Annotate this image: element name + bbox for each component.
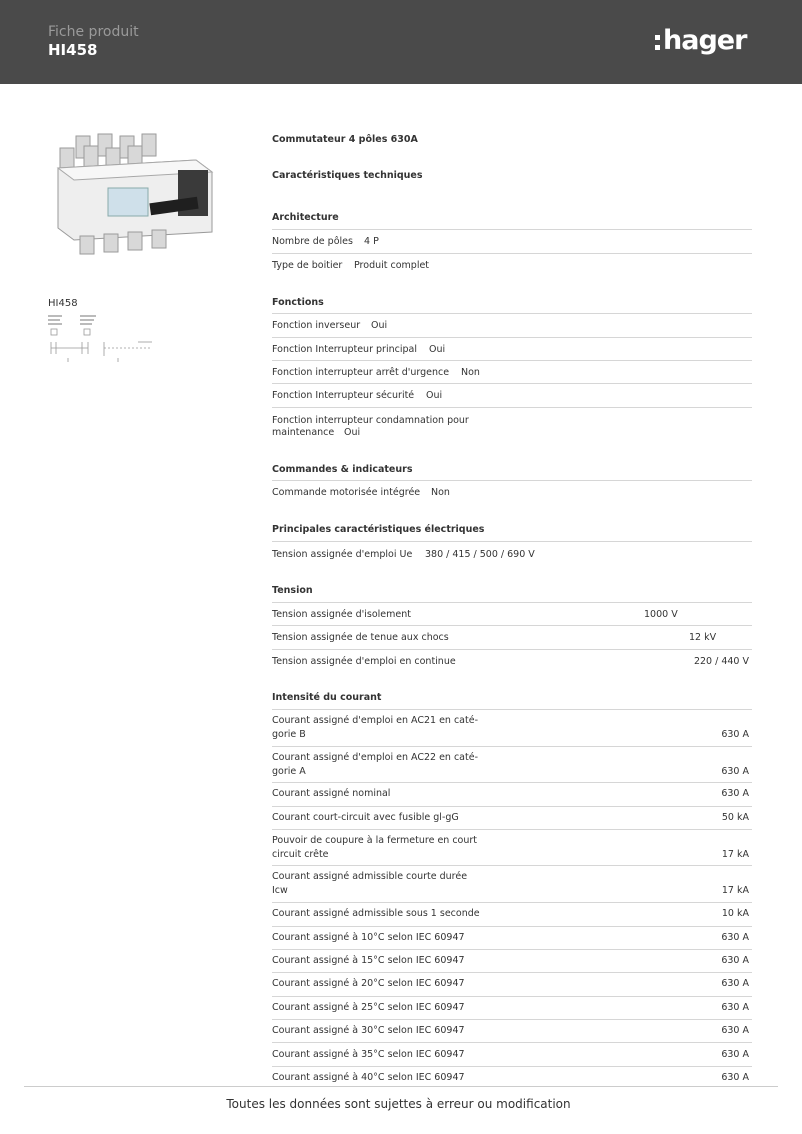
logo-wordmark: hager — [663, 24, 747, 56]
table-row — [272, 383, 752, 407]
row-value: 630 A — [721, 978, 749, 989]
hager-logo — [655, 22, 746, 58]
row-label: Courant assigné à 20°C selon IEC 60947 — [272, 978, 465, 989]
row-label: Tension assignée d'emploi Ue — [272, 549, 413, 560]
row-value: 630 A — [721, 766, 749, 777]
section-heading-commandes: Commandes & indicateurs — [272, 464, 413, 475]
row-label: Commande motorisée intégrée — [272, 487, 421, 498]
table-row — [272, 865, 752, 902]
row-label: Courant assigné à 10°C selon IEC 60947 — [272, 932, 465, 943]
row-value: 1000 V — [644, 609, 678, 620]
table-row — [272, 337, 752, 361]
row-value: Non — [461, 367, 480, 378]
row-value: 50 kA — [721, 812, 749, 823]
row-value: Non — [431, 487, 450, 498]
row-label: Courant assigné à 40°C selon IEC 60947 — [272, 1072, 465, 1083]
row-label-continued: maintenance — [272, 427, 335, 438]
row-label-continued: gorie A — [272, 766, 306, 777]
row-label: Tension assignée d'isolement — [272, 609, 411, 620]
table-row — [272, 709, 752, 746]
row-value: 630 A — [721, 1002, 749, 1013]
row-value: Oui — [429, 344, 446, 355]
row-label: Fonction interrupteur condamnation pour — [272, 415, 469, 426]
row-label: Courant assigné à 35°C selon IEC 60947 — [272, 1049, 465, 1060]
section-heading-courant: Intensité du courant — [272, 692, 382, 703]
logo-dots-icon — [655, 35, 660, 50]
row-label-continued: circuit crête — [272, 849, 329, 860]
row-value: 17 kA — [721, 849, 749, 860]
row-value: Produit complet — [354, 260, 430, 271]
row-label: Courant assigné admissible courte durée — [272, 871, 468, 882]
page-header — [0, 0, 802, 84]
row-label: Courant assigné admissible sous 1 seconde — [272, 908, 480, 919]
table-row — [272, 782, 752, 806]
table-row — [272, 926, 752, 949]
row-label: Fonction interrupteur arrêt d'urgence — [272, 367, 450, 378]
table-row — [272, 972, 752, 996]
header-product-code: HI458 — [48, 41, 98, 59]
footer-disclaimer: Toutes les données sont sujettes à erreur ou modification — [226, 1097, 571, 1111]
section-heading-electriques: Principales caractéristiques électriques — [272, 524, 485, 535]
table-row — [272, 407, 752, 443]
specs-subtitle: Caractéristiques techniques — [272, 170, 423, 181]
image-caption: HI458 — [48, 298, 78, 309]
row-label: Nombre de pôles — [272, 236, 353, 247]
wiring-schematic-icon — [48, 312, 158, 368]
row-value: 12 kV — [689, 632, 717, 643]
row-label: Courant assigné à 30°C selon IEC 60947 — [272, 1025, 465, 1036]
row-value: Oui — [426, 390, 443, 401]
row-value: 630 A — [721, 1049, 749, 1060]
table-row — [272, 253, 752, 277]
row-label: Courant assigné à 15°C selon IEC 60947 — [272, 955, 465, 966]
header-kicker: Fiche produit — [48, 24, 139, 40]
row-label-continued: Icw — [272, 885, 288, 896]
table-row — [272, 480, 752, 504]
table-row — [272, 1042, 752, 1066]
row-label: Pouvoir de coupure à la fermeture en court — [272, 835, 478, 846]
row-label-continued: gorie B — [272, 729, 306, 740]
table-row — [272, 360, 752, 384]
table-row — [272, 806, 752, 829]
section-heading-fonctions: Fonctions — [272, 297, 324, 308]
row-value: 17 kA — [721, 885, 749, 896]
row-value: 630 A — [721, 932, 749, 943]
table-row — [272, 1019, 752, 1042]
row-label: Fonction inverseur — [272, 320, 361, 331]
row-label: Tension assignée d'emploi en continue — [272, 656, 456, 667]
row-value: 630 A — [721, 1025, 749, 1036]
row-value: 10 kA — [721, 908, 749, 919]
table-row — [272, 625, 752, 649]
footer-divider — [24, 1086, 778, 1087]
product-title: Commutateur 4 pôles 630A — [272, 134, 418, 145]
row-label: Tension assignée de tenue aux chocs — [272, 632, 449, 643]
table-row — [272, 746, 752, 782]
row-label: Fonction Interrupteur sécurité — [272, 390, 415, 401]
table-row — [272, 649, 752, 673]
row-value: 630 A — [721, 729, 749, 740]
row-value: 220 / 440 V — [693, 656, 749, 667]
section-heading-tension: Tension — [272, 585, 313, 596]
table-row — [272, 541, 752, 565]
row-label: Courant assigné à 25°C selon IEC 60947 — [272, 1002, 465, 1013]
row-value: Oui — [371, 320, 388, 331]
row-value: 630 A — [721, 1072, 749, 1083]
table-row — [272, 829, 752, 865]
table-row — [272, 313, 752, 337]
table-row — [272, 602, 752, 626]
table-row — [272, 996, 752, 1019]
section-heading-architecture: Architecture — [272, 212, 339, 223]
row-value: 380 / 415 / 500 / 690 V — [425, 549, 535, 560]
row-label: Courant assigné d'emploi en AC22 en caté- — [272, 752, 479, 763]
table-row — [272, 229, 752, 253]
row-value: Oui — [344, 427, 361, 438]
row-label: Courant assigné nominal — [272, 788, 391, 799]
table-row — [272, 1066, 752, 1086]
row-value: 630 A — [721, 788, 749, 799]
row-label: Courant assigné d'emploi en AC21 en caté- — [272, 715, 479, 726]
row-value: 4 P — [364, 236, 379, 247]
table-row — [272, 949, 752, 972]
row-value: 630 A — [721, 955, 749, 966]
row-label: Courant court-circuit avec fusible gl-gG — [272, 812, 459, 823]
product-image — [46, 128, 226, 260]
row-label: Fonction Interrupteur principal — [272, 344, 417, 355]
row-label: Type de boitier — [272, 260, 343, 271]
table-row — [272, 902, 752, 926]
